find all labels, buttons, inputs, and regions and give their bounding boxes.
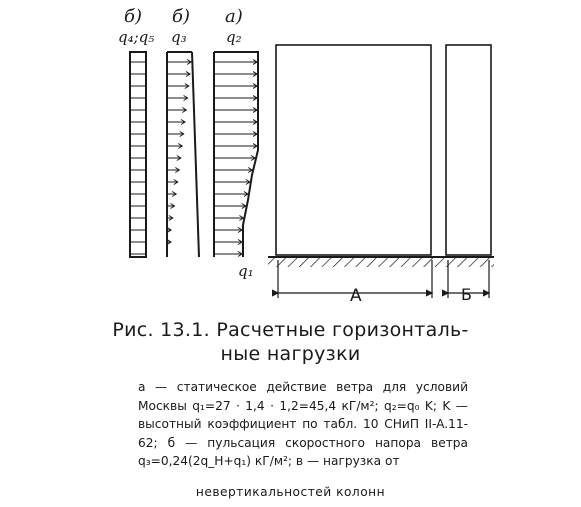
caption-title [91, 318, 491, 366]
figure-caption [0, 318, 581, 366]
caption-body-text: а — статическое действие ветра для условий Москвы q₁=27 · 1,4 · 1,2=45,4 кГ/м²; q₂=q₀ K; K — высотный коэффициент по табл. 10 СНиП II-A.11-62; б — пульсация скоростного напора ветра q₃=0,24(2q_H+q₁) кГ/м²; в — нагрузка от [138, 380, 468, 468]
label-q2: q₂ [226, 28, 242, 46]
caption-last-line: невертикальностей колонн [195, 485, 386, 499]
label-q3: q₃ [171, 28, 187, 46]
caption-title-line1: Рис. 13.1. Расчетные горизонталь- [112, 319, 469, 341]
ground-line [268, 257, 494, 267]
dimension-a-label: A [350, 286, 362, 306]
diagram-b-triangle [167, 52, 199, 257]
label-v: б) [124, 6, 143, 27]
label-a: а) [225, 6, 243, 27]
caption-body [138, 378, 468, 471]
label-q45: q₄;q₅ [118, 28, 155, 46]
dimension-b-label: Б [461, 285, 472, 304]
diagram-v-uniform [130, 52, 146, 257]
caption-title-line2: ные нагрузки [220, 343, 361, 365]
building-annex [446, 45, 491, 255]
diagram-a-wind [214, 52, 258, 257]
building-main [276, 45, 431, 255]
label-b: б) [172, 6, 191, 27]
label-q1: q₁ [238, 262, 254, 280]
